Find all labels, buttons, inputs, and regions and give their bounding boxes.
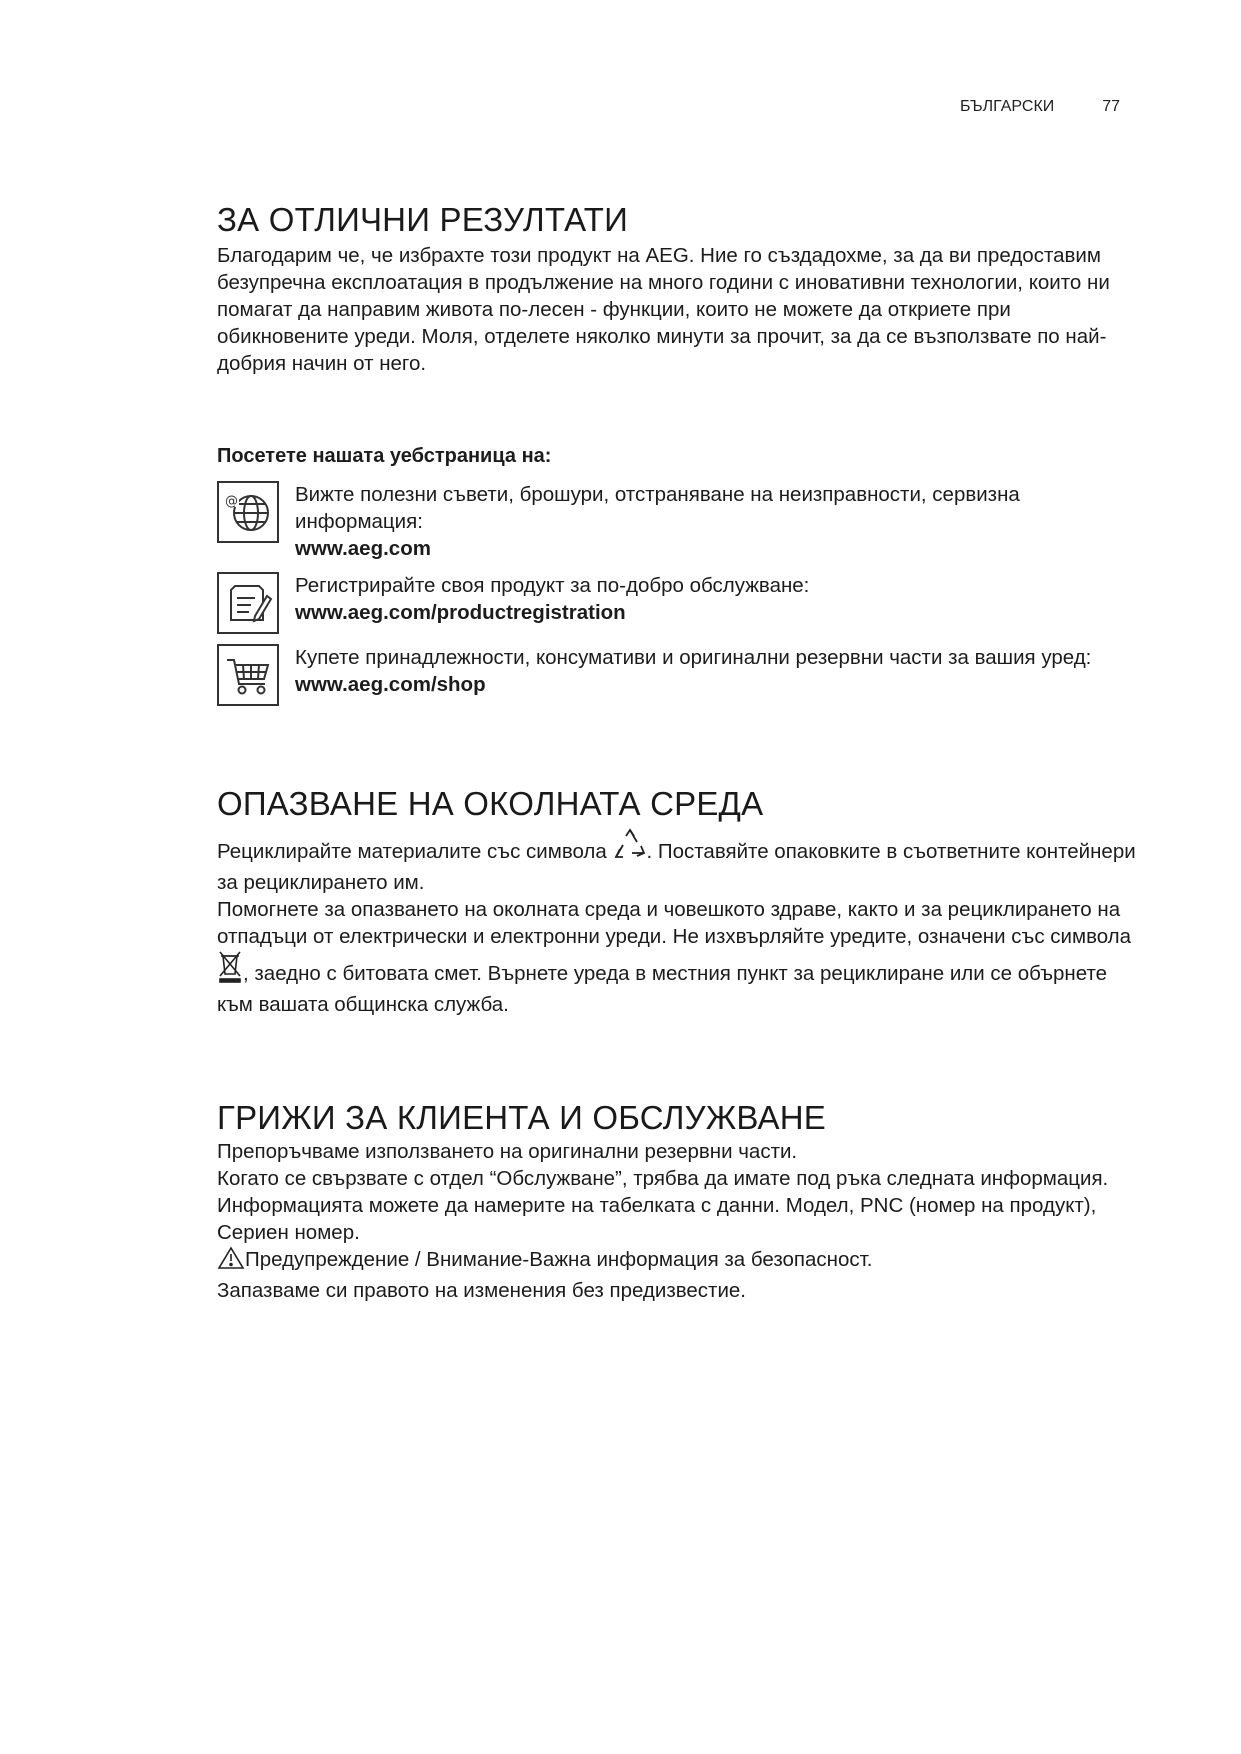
shopping-cart-icon <box>217 644 279 706</box>
page-content <box>217 200 1137 1304</box>
link-aeg-com[interactable]: www.aeg.com <box>295 537 431 560</box>
visit-item-registration-text <box>295 572 809 626</box>
customer-care-line-2: Когато се свързвате с отдел “Обслужване”, трябва да имате под ръка следната информация. <box>217 1167 1109 1190</box>
visit-item-registration <box>217 572 1137 634</box>
header-language: БЪЛГАРСКИ <box>960 98 1055 115</box>
globe-icon <box>217 481 279 543</box>
page-number: 77 <box>1102 98 1120 115</box>
visit-item-shop <box>217 644 1137 706</box>
warning-line <box>217 1246 1137 1277</box>
visit-item-shop-desc: Купете принадлежности, консумативи и оригинални резервни части за вашия уред: <box>295 646 1092 669</box>
visit-item-shop-text <box>295 644 1091 698</box>
visit-item-info <box>217 481 1137 562</box>
visit-item-info-desc: Вижте полезни съвети, брошури, отстраняване на неизправности, сервизна информация: <box>295 483 1020 533</box>
environment-weee-text <box>217 896 1137 1018</box>
running-header <box>960 98 1120 116</box>
warning-text: Предупреждение / Внимание-Важна информация за безопасност. <box>245 1248 873 1271</box>
intro-title: ЗА ОТЛИЧНИ РЕЗУЛТАТИ <box>217 201 629 238</box>
warning-icon <box>217 1246 245 1277</box>
customer-care-line-4: Запазваме си правото на изменения без предизвестие. <box>217 1279 746 1302</box>
weee-text-before: Помогнете за опазването на околната среда и човешкото здраве, както и за рециклирането на отпадъци от електрически и електронни уреди. Не изхвърляйте уредите, означени със символа <box>217 898 1132 948</box>
environment-title: ОПАЗВАНЕ НА ОКОЛНАТА СРЕДА <box>217 785 764 822</box>
environment-recycle-text <box>217 828 1137 896</box>
visit-heading: Посетете нашата уебстраница на: <box>217 445 552 467</box>
weee-text-after: , заедно с битовата смет. Върнете уреда в местния пункт за рециклиране или се обърнете към вашата общинска служба. <box>217 962 1108 1016</box>
recycle-icon <box>613 828 647 869</box>
recycle-text-before: Рециклирайте материалите със символа <box>217 840 607 863</box>
customer-care-title: ГРИЖИ ЗА КЛИЕНТА И ОБСЛУЖВАНЕ <box>217 1099 826 1136</box>
crossed-bin-icon <box>217 950 243 991</box>
customer-care-line-3: Информацията можете да намерите на табелката с данни. Модел, PNC (номер на продукт), Сериен номер. <box>217 1194 1097 1244</box>
visit-item-info-text <box>295 481 1137 562</box>
link-product-registration[interactable]: www.aeg.com/productregistration <box>295 601 626 624</box>
intro-text: Благодарим че, че избрахте този продукт на AEG. Ние го създадохме, за да ви предоставим безупречна експлоатация в продължение на много години с иновативни технологии, които ни помагат да направим живота по-лесен - функции, които не можете да откриете при обикновените уреди. Моля, отделете няколко минути за прочит, за да се възползвате по най-добрия начин от него. <box>217 244 1110 375</box>
link-aeg-shop[interactable]: www.aeg.com/shop <box>295 673 486 696</box>
visit-item-registration-desc: Регистрирайте своя продукт за по-добро обслужване: <box>295 574 810 597</box>
svg-text:@: @ <box>225 494 238 509</box>
recycle-text-after: . Поставяйте опаковките в съответните контейнери за рециклирането им. <box>217 840 1136 894</box>
document-pen-icon <box>217 572 279 634</box>
customer-care-line-1: Препоръчваме използването на оригинални резервни части. <box>217 1140 798 1163</box>
